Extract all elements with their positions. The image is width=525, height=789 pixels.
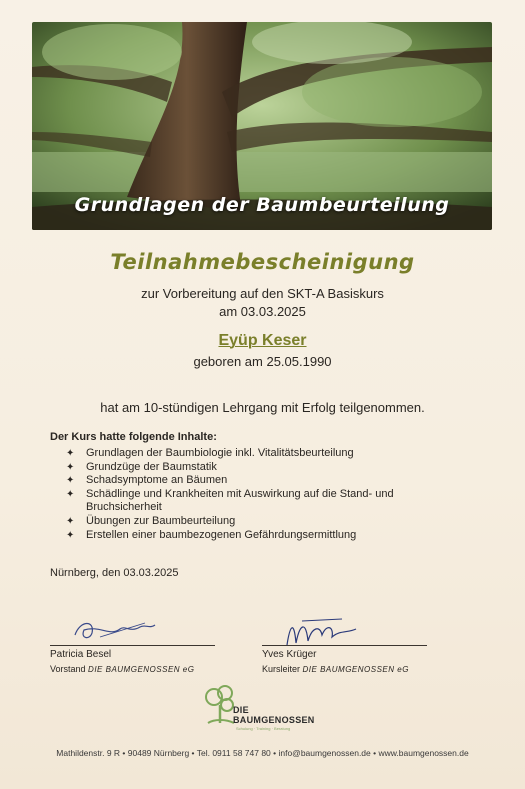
course-subtitle: zur Vorbereitung auf den SKT-A Basiskurs <box>141 286 384 301</box>
birth-date: geboren am 25.05.1990 <box>193 354 332 369</box>
course-date: am 03.03.2025 <box>219 304 306 319</box>
signature-scribble <box>70 615 160 645</box>
contents-list <box>66 447 446 542</box>
signature-block-right <box>262 615 432 674</box>
contents-heading: Der Kurs hatte folgende Inhalte: <box>50 431 217 443</box>
list-item: ✦ Grundzüge der Baumstatik <box>66 460 217 473</box>
signer-name: Yves Krüger <box>262 649 317 660</box>
signer-name: Patricia Besel <box>50 649 112 660</box>
star-bullet-icon: ✦ <box>66 515 75 527</box>
star-bullet-icon: ✦ <box>66 529 75 541</box>
star-bullet-icon: ✦ <box>66 461 75 473</box>
list-item: ✦ Grundlagen der Baumbiologie inkl. Vitalitätsbeurteilung <box>66 447 354 459</box>
list-item: ✦ Erstellen einer baumbezogenen Gefährdungsermittlung <box>66 528 357 541</box>
baumgenossen-logo <box>200 683 340 735</box>
signature-line <box>50 645 215 646</box>
list-item: ✦ Schädlinge und Krankheiten mit Auswirkung auf die Stand- und Bruchsicherheit <box>66 487 394 514</box>
signature-scribble <box>282 615 362 649</box>
footer-address: Mathildenstr. 9 R • 90489 Nürnberg • Tel. 0911 58 747 80 • info@baumgenossen.de • www.baumgenossen.de <box>56 748 469 758</box>
participant-name: Eyüp Keser <box>218 332 307 349</box>
hero-tree-image <box>32 22 492 230</box>
star-bullet-icon: ✦ <box>66 475 75 487</box>
list-item: ✦ Übungen zur Baumbeurteilung <box>66 514 236 527</box>
hero-title: Grundlagen der Baumbeurteilung <box>74 194 450 216</box>
list-item: ✦ Schadsymptome an Bäumen <box>66 474 228 487</box>
signer-role: Kursleiter DIE BAUMGENOSSEN eG <box>262 664 409 674</box>
logo-name: DIE BAUMGENOSSEN <box>233 705 315 725</box>
star-bullet-icon: ✦ <box>66 488 75 500</box>
certificate-title: Teilnahmebescheinigung <box>110 250 415 274</box>
star-bullet-icon: ✦ <box>66 448 75 459</box>
logo-tagline: Schulung · Training · Beratung <box>236 726 291 731</box>
signature-block-left <box>50 615 220 674</box>
place-date: Nürnberg, den 03.03.2025 <box>50 567 179 579</box>
signer-role: Vorstand DIE BAUMGENOSSEN eG <box>50 664 195 674</box>
result-statement: hat am 10-stündigen Lehrgang mit Erfolg teilgenommen. <box>100 400 425 415</box>
